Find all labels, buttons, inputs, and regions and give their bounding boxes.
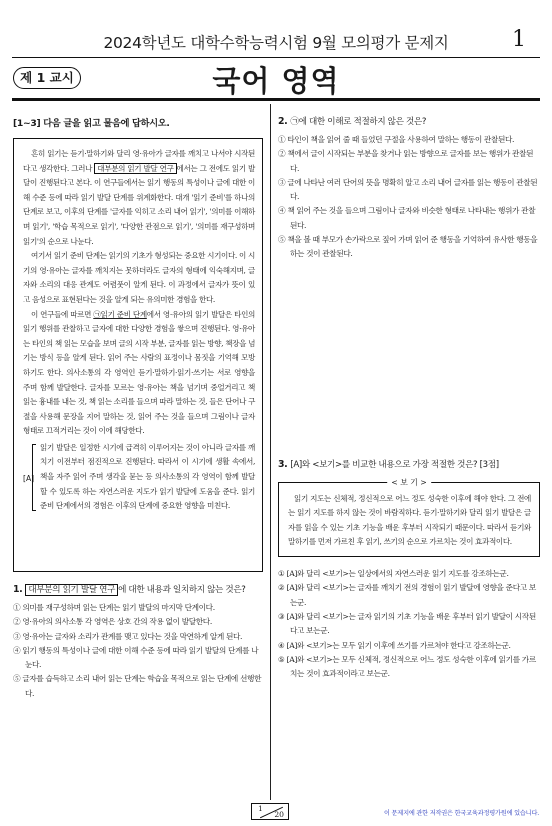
question-1: [13, 583, 263, 701]
left-column: [13, 115, 263, 701]
question-2-number: 2.: [278, 116, 288, 127]
q2-choice-4[interactable]: ④ 책 읽어 주는 것을 들으며 그림이나 글자와 비슷한 형태로 나타내는 행위가 관찰된다.: [278, 206, 536, 230]
bracket-a-block: [23, 441, 255, 514]
bracket-line: [32, 444, 36, 511]
question-1-stem: [13, 583, 263, 597]
q3-choice-1[interactable]: ① [A]와 달리 <보기>는 일상에서의 자연스러운 읽기 지도를 강조하는군.: [278, 569, 509, 579]
page-number: 1: [512, 27, 526, 52]
q2-choice-2[interactable]: ② 책에서 글이 시작되는 부분을 찾거나 읽는 방향으로 글자를 보는 행위가 관찰된다.: [278, 149, 534, 173]
question-2: [278, 115, 540, 262]
passage-paragraph-3: [23, 308, 255, 439]
header-thick-rule: [12, 98, 540, 101]
subject-title: 국어 영역: [212, 64, 340, 98]
q3-choice-5[interactable]: ⑤ [A]와 <보기>는 모두 신체적, 정신적으로 어느 정도 성숙한 이후에 읽기를 가르치는 것이 효과적이라고 보는군.: [278, 654, 536, 679]
column-divider: [270, 104, 271, 800]
q2-choice-5[interactable]: ⑤ 책을 볼 때 부모가 손가락으로 짚어 가며 읽어 준 행동을 기억하여 유사한 행동을 하는 것이 관찰된다.: [278, 235, 538, 259]
question-1-number: 1.: [13, 584, 23, 595]
period-badge: 제 1 교시: [13, 67, 81, 89]
q1-choice-2[interactable]: ② 영·유아의 의사소통 각 영역은 상호 간의 작용 없이 발달한다.: [13, 617, 212, 627]
header-rule: [12, 57, 540, 58]
question-1-stem-text: 에 대한 내용과 일치하지 않는 것은?: [118, 585, 246, 595]
copyright-notice: 이 문제지에 관한 저작권은 한국교육과정평가원에 있습니다.: [383, 810, 539, 817]
question-3-stem-text: [A]와 <보기>를 비교한 내용으로 가장 적절한 것은? [3점]: [290, 459, 499, 470]
bracket-a-text: 읽기 발달은 일정한 시기에 급격히 이루어지는 것이 아니라 글자를 깨치기 이전부터 점진적으로 진행된다. 따라서 이 시기에 생활 속에서, 책을 자주 읽어 주며 생각을 묻는 등 의사소통의 각 영역이 함께 발달할 수 있도록 하는 자연스러운 지도가 읽기 발달에 도움을 준다. 읽기 준비 단계에서의 경험은 이후의 단계에 중요한 영향을 미친다.: [40, 442, 255, 511]
underlined-phrase: ㉠읽기 준비 단계: [93, 309, 147, 319]
q1-choice-1[interactable]: ① 의미를 재구성하며 읽는 단계는 읽기 발달의 마지막 단계이다.: [13, 603, 215, 612]
passage-box: [13, 138, 263, 572]
right-column: [278, 115, 540, 681]
passage-paragraph-1: [23, 147, 255, 249]
boxed-phrase: 대부분의 읽기 발달 연구: [94, 163, 176, 174]
question-1-boxed: 대부분의 읽기 발달 연구: [25, 584, 118, 596]
question-3-number: 3.: [278, 458, 288, 470]
bogi-box: [278, 477, 540, 557]
q2-choice-1[interactable]: ① 타인이 책을 읽어 줄 때 들었던 구절을 사용하여 말하는 행동이 관찰된다.: [278, 135, 515, 144]
footer-page-total: 20: [274, 810, 284, 819]
q1-choice-4[interactable]: ④ 읽기 행동의 특성이나 글에 대한 이해 수준 등에 따라 읽기 발달의 단계를 나눈다.: [13, 645, 259, 670]
bracket-a-tag: [A]: [23, 474, 35, 484]
exam-title: 2024학년도 대학수학능력시험 9월 모의평가 문제지: [103, 34, 449, 52]
q3-choice-4[interactable]: ④ [A]와 <보기>는 모두 읽기 이후에 쓰기를 가르쳐야 한다고 강조하는군.: [278, 640, 511, 650]
q1-choice-5[interactable]: ⑤ 글자를 습득하고 소리 내어 읽는 단계는 학습을 목적으로 읽는 단계에 선행한다.: [13, 674, 262, 698]
q3-choice-3[interactable]: ③ [A]와 달리 <보기>는 글자 읽기의 기초 기능을 배운 후부터 읽기 발달이 시작된다고 보는군.: [278, 611, 536, 636]
question-3: [278, 458, 540, 682]
footer-page-indicator: [251, 803, 289, 820]
bogi-label: < 보 기 >: [387, 477, 431, 488]
footer-page-current: 1: [258, 804, 263, 813]
question-3-stem: [278, 458, 540, 472]
question-2-stem: [278, 115, 540, 129]
q1-choice-3[interactable]: ③ 영·유아는 글자와 소리가 관계를 맺고 있다는 것을 막연하게 알게 된다.: [13, 631, 243, 641]
q3-choice-2[interactable]: ② [A]와 달리 <보기>는 글자를 깨치기 전의 경험이 읽기 발달에 영향을 준다고 보는군.: [278, 583, 536, 607]
p3-text-a: 이 연구들에 따르면: [31, 309, 94, 319]
instruction: [1~3] 다음 글을 읽고 물음에 답하시오.: [13, 118, 170, 129]
p1-text-b: 에서는 그 전에도 읽기 발달이 진행된다고 본다. 이 연구들에서는 읽기 행동의 특성이나 글에 대한 이해 수준 등에 따라 읽기 발달 단계를 위계화한다. 대개 '읽기 준비'를 하나의 단계로 보고, 이후의 단계를 '글자를 익히고 소리 내어 읽기', '의미를 이해하며 읽기', '학습 목적으로 읽기', '다양한 관점으로 읽기', '의미를 재구성하며 읽기'의 순으로 나눈다.: [23, 163, 255, 246]
question-2-stem-text: ㉠에 대한 이해로 적절하지 않은 것은?: [290, 117, 427, 127]
p1-text-a: 흔히 읽기는 듣기·말하기와 달리 영·유아가 글자를 깨치고 나서야 시작된다고 생각한다. 그러나: [23, 149, 255, 173]
p3-text-b: 에서 영·유아의 읽기 발달은 타인의 읽기 행위를 관찰하고 글자에 대한 다양한 경험을 쌓으며 진행된다. 영·유아는 타인의 책 읽는 모습을 보며 글의 시작 부분, 글자를 읽는 방향, 책장을 넘기는 방식 등을 알게 된다. 읽어 주는 사람의 표정이나 몸짓을 기억해 모방하기도 한다. 의사소통의 각 영역인 듣기·말하기·읽기·쓰기는 서로 영향을 주며 함께 발달한다. 글자를 모르는 영·유아는 책을 넘기며 중얼거리고 책 읽는 흉내를 내는 것, 책 읽는 소리를 들으며 따라 말하는 것, 들은 단어나 구절을 사용해 문장을 지어 말하는 것, 읽어 주는 것을 들으며 그림이나 글자 형태로 끄적거리는 것이 이에 해당한다.: [23, 309, 256, 436]
bogi-text: 읽기 지도는 신체적, 정신적으로 어느 정도 성숙한 이후에 해야 한다. 그 전에는 읽기 지도를 하지 않는 것이 바람직하다. 듣기·말하기와 달리 읽기 발달은 글자를 읽을 수 있는 기초 기능을 배운 후부터 시작되기 때문이다. 따라서 듣기와 말하기를 먼저 가르친 후 읽기, 쓰기의 순으로 가르치는 것이 효과적이다.: [288, 493, 531, 547]
q2-choice-3[interactable]: ③ 글에 나타난 여러 단어의 뜻을 명확히 알고 소리 내어 글자를 읽는 행동이 관찰된다.: [278, 177, 538, 202]
passage-paragraph-2: 여기서 읽기 준비 단계는 읽기의 기초가 형성되는 중요한 시기이다. 이 시기의 영·유아는 글자를 깨치지는 못하더라도 글자의 형태에 익숙해지며, 글자와 소리의 대응 관계도 어렴풋이 알게 된다. 이 과정에서 글자가 뜻이 있고 음성으로 표현된다는 것을 알게 되는 유의미한 경험을 한다.: [23, 251, 255, 304]
